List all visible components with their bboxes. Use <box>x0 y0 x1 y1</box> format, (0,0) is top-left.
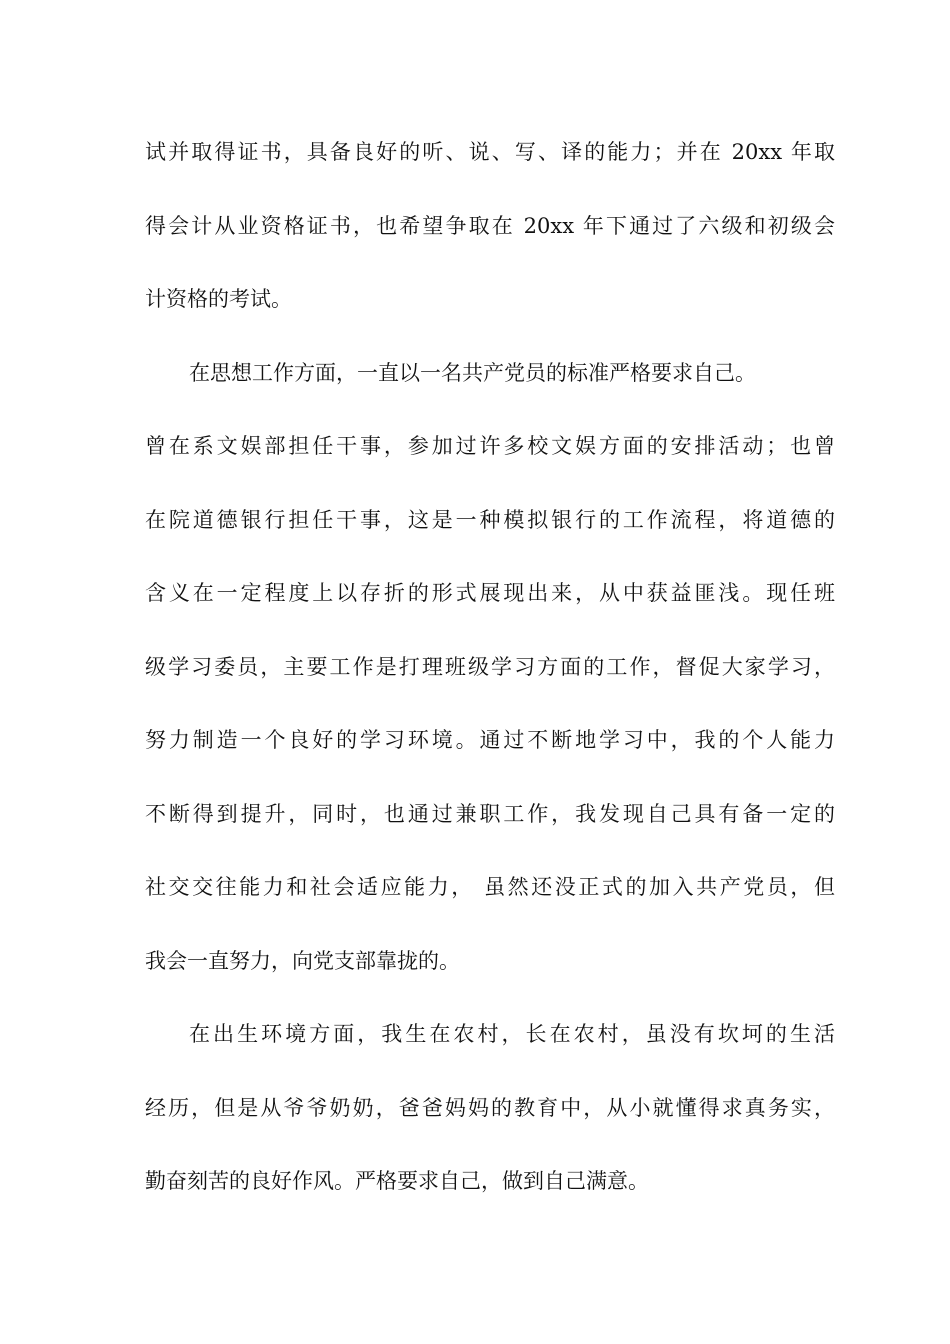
text-line-3: 计资格的考试。 <box>145 287 292 311</box>
document-body <box>145 128 835 1231</box>
text-line-8: 级学习委员，主要工作是打理班级学习方面的工作，督促大家学习， <box>145 654 835 679</box>
text-line-12: 我会一直努力，向党支部靠拢的。 <box>145 948 460 973</box>
text-line-13: 在出生环境方面，我生在农村，长在农村，虽没有坎坷的生活 <box>189 1022 835 1046</box>
text-line-15: 勤奋刻苦的良好作风。严格要求自己，做到自己满意。 <box>145 1169 649 1193</box>
text-line-1: 试并取得证书，具备良好的听、说、写、译的能力；并在 20xx 年取 <box>145 140 835 164</box>
text-line-7: 含义在一定程度上以存折的形式展现出来，从中获益匪浅。现任班 <box>145 581 835 605</box>
text-line-9: 努力制造一个良好的学习环境。通过不断地学习中，我的个人能力 <box>145 728 835 752</box>
text-line-10: 不断得到提升，同时，也通过兼职工作，我发现自己具有备一定的 <box>145 801 835 826</box>
text-line-14: 经历，但是从爷爷奶奶，爸爸妈妈的教育中，从小就懂得求真务实， <box>145 1095 835 1120</box>
text-line-6: 在院道德银行担任干事，这是一种模拟银行的工作流程，将道德的 <box>145 507 835 532</box>
text-line-11: 社交交往能力和社会适应能力， 虽然还没正式的加入共产党员，但 <box>145 875 835 899</box>
text-line-2: 得会计从业资格证书，也希望争取在 20xx 年下通过了六级和初级会 <box>145 213 835 238</box>
text-line-4: 在思想工作方面，一直以一名共产党员的标准严格要求自己。 <box>189 360 756 385</box>
text-line-5: 曾在系文娱部担任干事，参加过许多校文娱方面的安排活动；也曾 <box>145 434 835 458</box>
